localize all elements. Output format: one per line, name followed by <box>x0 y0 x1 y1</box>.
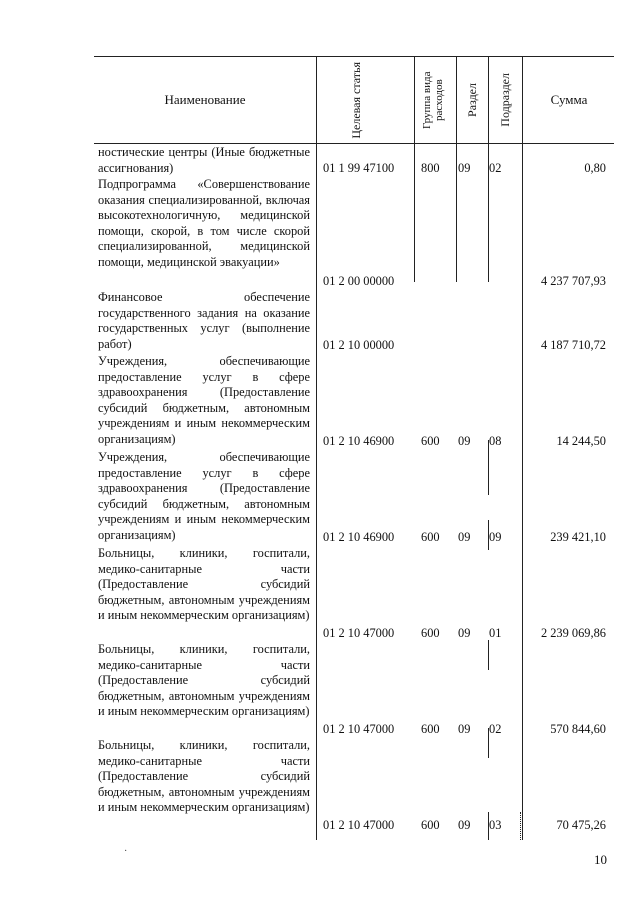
row-name: Подпрограмма «Совершенствование оказания специализированной, включая высокотехнологичную, медицинской помощи, скорой, в том числе скорой специализированной, медицинской помощи, медицинской эвакуации» <box>98 177 310 269</box>
column-rule <box>414 142 415 282</box>
row-sum: 4 237 707,93 <box>540 274 606 288</box>
row-target-code: 01 2 10 46900 <box>323 530 395 544</box>
header-name: Наименование <box>164 92 246 107</box>
row-group: 800 <box>421 161 440 175</box>
header-section: Раздел <box>465 83 479 117</box>
row-sum: 70 475,26 <box>556 818 606 832</box>
row-target-code: 01 2 00 00000 <box>323 274 395 288</box>
row-sum: 2 239 069,86 <box>540 626 606 640</box>
row-group: 600 <box>421 818 440 832</box>
column-rule <box>520 812 521 840</box>
row-group: 600 <box>421 626 440 640</box>
column-rule <box>522 142 523 840</box>
header-subsection-cell <box>488 57 522 143</box>
page-number: 10 <box>594 852 607 867</box>
column-rule <box>316 142 317 840</box>
row-name: Финансовое обеспечение государственного задания на оказание государственных услуг (выполнение работ) <box>98 290 310 351</box>
row-name: Больницы, клиники, госпитали, медико-санитарные части (Предоставление субсидий бюджетным, автономным учреждениям и иным некоммерческим организациям) <box>98 738 310 814</box>
row-name: Больницы, клиники, госпитали, медико-санитарные части (Предоставление субсидий бюджетным, автономным учреждениям и иным некоммерческим организациям) <box>98 642 310 718</box>
header-section-cell <box>456 57 488 143</box>
row-subsection: 09 <box>489 530 502 544</box>
row-group: 600 <box>421 434 440 448</box>
row-group: 600 <box>421 722 440 736</box>
table-header <box>94 56 614 144</box>
row-section: 09 <box>458 818 471 832</box>
row-section: 09 <box>458 161 471 175</box>
row-subsection: 02 <box>489 161 502 175</box>
row-sum: 4 187 710,72 <box>540 338 606 352</box>
row-sum: 570 844,60 <box>550 722 606 736</box>
row-sum: 239 421,10 <box>550 530 606 544</box>
row-subsection: 01 <box>489 626 502 640</box>
row-sum: 0,80 <box>584 161 606 175</box>
row-section: 09 <box>458 722 471 736</box>
header-group-cell <box>414 57 456 143</box>
column-rule <box>488 640 489 670</box>
row-subsection: 03 <box>489 818 502 832</box>
row-section: 09 <box>458 530 471 544</box>
scan-mark: · <box>124 846 128 857</box>
header-sum: Сумма <box>550 92 588 107</box>
row-name: ностические центры (Иные бюджетные ассигнования) <box>98 145 310 175</box>
row-subsection: 02 <box>489 722 502 736</box>
header-group: Группа вида расходов <box>421 71 445 129</box>
row-subsection: 08 <box>489 434 502 448</box>
header-target-cell <box>316 57 414 143</box>
row-target-code: 01 2 10 00000 <box>323 338 395 352</box>
row-target-code: 01 1 99 47100 <box>323 161 395 175</box>
row-target-code: 01 2 10 46900 <box>323 434 395 448</box>
row-target-code: 01 2 10 47000 <box>323 818 395 832</box>
row-target-code: 01 2 10 47000 <box>323 722 395 736</box>
row-name: Учреждения, обеспечивающие предоставление услуг в сфере здравоохранения (Предоставление субсидий бюджетным, автономным учреждениям и иным некоммерческим организациям) <box>98 450 310 542</box>
header-subsection: Подраздел <box>498 73 512 127</box>
row-section: 09 <box>458 626 471 640</box>
header-target: Целевая статья <box>349 61 363 139</box>
row-name: Больницы, клиники, госпитали, медико-санитарные части (Предоставление субсидий бюджетным, автономным учреждениям и иным некоммерческим организациям) <box>98 546 310 622</box>
column-rule <box>456 142 457 282</box>
row-sum: 14 244,50 <box>556 434 606 448</box>
row-name: Учреждения, обеспечивающие предоставление услуг в сфере здравоохранения (Предоставление субсидий бюджетным, автономным учреждениям и иным некоммерческим организациям) <box>98 354 310 446</box>
row-section: 09 <box>458 434 471 448</box>
row-group: 600 <box>421 530 440 544</box>
row-target-code: 01 2 10 47000 <box>323 626 395 640</box>
